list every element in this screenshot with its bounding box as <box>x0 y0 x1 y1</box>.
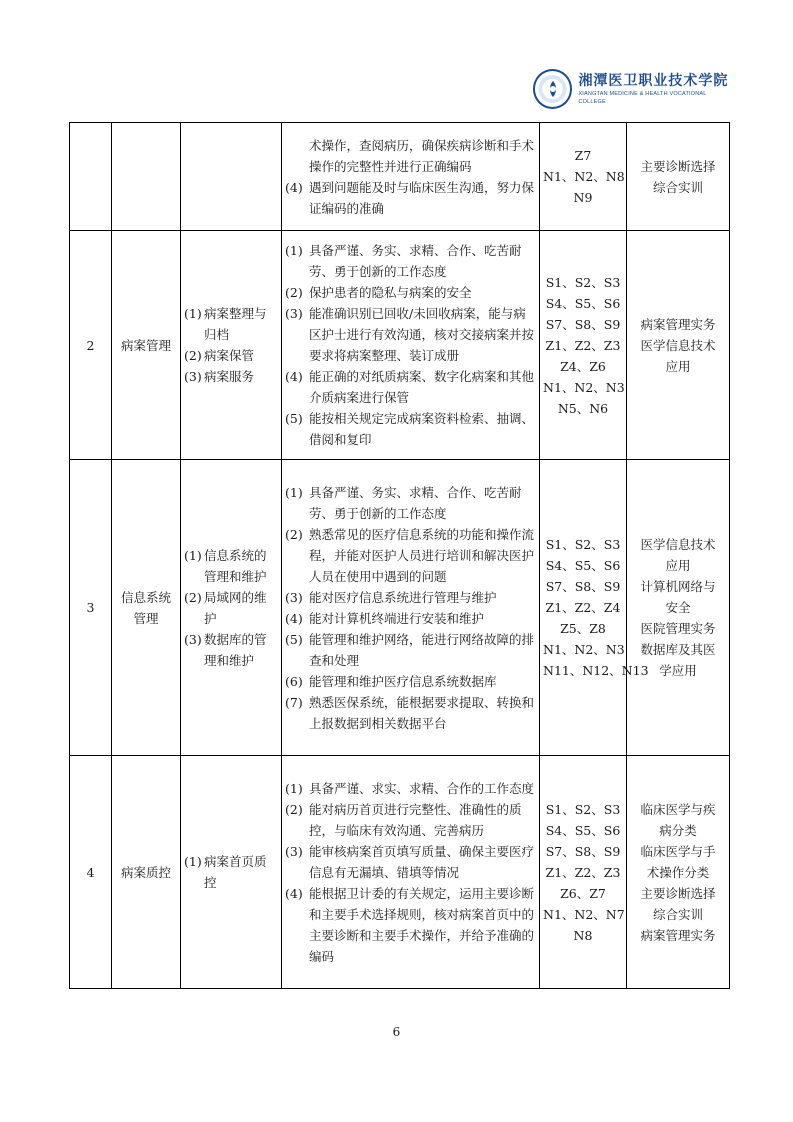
standard-codes <box>540 123 627 231</box>
ability-text: 能按相关规定完成病案资料检索、抽调、借阅和复印 <box>309 411 535 447</box>
standard-code-line: N9 <box>573 190 593 205</box>
related-courses <box>627 123 730 231</box>
ability-item <box>285 240 536 282</box>
ability-item <box>285 841 536 883</box>
ability-text: 具备严谨、务实、求精、合作、吃苦耐劳、勇于创新的工作态度 <box>309 484 522 521</box>
course-line: 应用 <box>665 358 691 374</box>
related-courses <box>627 756 730 989</box>
ability-text: 具备严谨、务实、求精、合作、吃苦耐劳、勇于创新的工作态度 <box>309 243 522 279</box>
course-line: 临床医学与手 <box>640 843 716 859</box>
related-courses <box>627 460 730 756</box>
standard-code-line: Z1、Z2、Z3 <box>545 864 621 880</box>
standard-code-line: S1、S2、S3 <box>545 801 621 817</box>
standard-code-line: Z6、Z7 <box>560 885 606 901</box>
ability-text: 能根据卫计委的有关规定，运用主要诊断和主要手术选择规则，核对病案首页中的主要诊断和主要手术操作，并给予准确的编码 <box>309 885 535 964</box>
ability-text: 熟悉医保系统，能根据要求提取、转换和上报数据到相关数据平台 <box>309 694 535 731</box>
standard-code-line: Z1、Z2、Z3 <box>545 337 621 353</box>
ability-item <box>285 282 536 303</box>
task-number: (2) <box>184 348 202 363</box>
work-area-name <box>112 123 181 231</box>
row-number: 3 <box>70 460 112 756</box>
course-line: 医学信息技术 <box>640 337 716 353</box>
task-number: (1) <box>184 854 202 869</box>
ability-text: 能对病历首页进行完整性、准确性的质控，与临床有效沟通、完善病历 <box>309 801 522 838</box>
ability-item <box>285 408 536 450</box>
ability-text: 遇到问题能及时与临床医生沟通，努力保证编码的准确 <box>309 179 535 216</box>
ability-number: (1) <box>285 484 303 500</box>
ability-list <box>282 756 540 989</box>
standard-code-line: Z1、Z2、Z4 <box>545 600 621 615</box>
ability-text: 能审核病案首页填写质量、确保主要医疗信息有无漏填、错填等情况 <box>309 843 535 880</box>
ability-item <box>285 587 536 608</box>
ability-number: (4) <box>285 885 303 901</box>
standard-code-line: N11、N12、N13 <box>543 663 649 678</box>
standard-code-line: Z7 <box>574 148 592 163</box>
standard-code-line: S4、S5、S6 <box>545 295 621 311</box>
ability-list <box>282 231 540 460</box>
course-line: 计算机网络与 <box>640 579 716 594</box>
standard-code-line: S1、S2、S3 <box>545 274 621 290</box>
task-number: (1) <box>184 547 202 563</box>
ability-text: 能正确的对纸质病案、数字化病案和其他介质病案进行保管 <box>309 369 535 405</box>
ability-list <box>282 460 540 756</box>
standard-codes <box>540 231 627 460</box>
college-logo <box>533 66 733 112</box>
standard-codes <box>540 460 649 756</box>
ability-text: 能管理和维护网络，能进行网络故障的排查和处理 <box>309 631 535 668</box>
ability-number: (5) <box>285 631 303 647</box>
standard-code-line: N5、N6 <box>557 400 609 416</box>
task-text: 病案首页质控 <box>204 854 267 890</box>
task-text: 病案保管 <box>204 348 255 363</box>
ability-item <box>285 608 536 629</box>
standard-code-line: S7、S8、S9 <box>545 843 621 859</box>
course-line: 病案管理实务 <box>640 316 716 332</box>
task-text: 病案服务 <box>204 369 255 384</box>
task-item <box>184 629 278 671</box>
work-area-name: 信息系统管理 <box>112 460 181 756</box>
ability-item <box>285 629 536 671</box>
ability-item <box>285 524 536 587</box>
ability-number: (4) <box>285 369 303 384</box>
course-line: 主要诊断选择 <box>640 885 716 901</box>
ability-number: (3) <box>285 589 303 605</box>
standard-code-line: N8 <box>573 927 593 943</box>
task-number: (3) <box>184 631 202 647</box>
task-item <box>184 366 278 387</box>
ability-text: 能管理和维护医疗信息系统数据库 <box>309 673 497 689</box>
standard-code-line: S7、S8、S9 <box>545 316 621 332</box>
ability-text: 术操作，查阅病历，确保疾病诊断和手术操作的完整性并进行正确编码 <box>309 137 535 174</box>
ability-item <box>285 671 536 692</box>
task-item <box>184 345 278 366</box>
task-text: 病案整理与归档 <box>204 306 267 342</box>
task-list <box>181 460 282 756</box>
task-number: (1) <box>184 306 202 321</box>
ability-number: (7) <box>285 694 303 710</box>
work-area-name: 病案质控 <box>112 756 181 989</box>
ability-text: 能准确识别已回收/未回收病案，能与病区护士进行有效沟通，核对交接病案并按要求将病案整理、装订成册 <box>309 306 535 363</box>
ability-item <box>285 692 536 734</box>
ability-text: 具备严谨、求实、求精、合作的工作态度 <box>309 780 535 796</box>
work-area-name: 病案管理 <box>112 231 181 460</box>
ability-number <box>285 135 309 177</box>
standard-code-line: Z4、Z6 <box>560 358 606 374</box>
task-text: 信息系统的管理和维护 <box>204 547 267 584</box>
ability-item <box>285 366 536 408</box>
ability-number: (3) <box>285 306 303 321</box>
ability-text: 熟悉常见的医疗信息系统的功能和操作流程，并能对医护人员进行培训和解决医护人员在使用中遇到的问题 <box>309 526 535 584</box>
course-line: 学应用 <box>659 663 697 678</box>
logo-chinese-name: 湘潭医卫职业技术学院 <box>578 73 729 89</box>
table-row <box>70 123 730 231</box>
standard-code-line: N1、N2、N7 <box>543 906 625 922</box>
college-seal-icon <box>533 69 572 109</box>
row-number <box>70 123 112 231</box>
ability-number: (4) <box>285 610 303 626</box>
ability-item <box>285 177 536 219</box>
task-number: (3) <box>184 369 202 384</box>
standard-code-line: S4、S5、S6 <box>545 822 621 838</box>
ability-number: (4) <box>285 179 303 195</box>
course-line: 应用 <box>665 558 691 573</box>
ability-number: (2) <box>285 526 303 542</box>
ability-text: 能对计算机终端进行安装和维护 <box>309 610 485 626</box>
task-item <box>184 851 278 893</box>
ability-item <box>285 482 536 524</box>
task-list <box>181 231 282 460</box>
course-line: 综合实训 <box>652 179 703 195</box>
task-text: 局域网的维护 <box>204 589 267 626</box>
logo-english-name: XIANGTAN MEDICINE & HEALTH VOCATIONAL COLLEGE <box>578 91 707 105</box>
standard-code-line: N1、N2、N3 <box>543 379 625 395</box>
table-row <box>70 460 730 756</box>
ability-number: (2) <box>285 285 303 300</box>
ability-item <box>285 135 536 177</box>
standard-code-line: S4、S5、S6 <box>545 558 621 573</box>
ability-item <box>285 778 536 799</box>
related-courses <box>627 231 730 460</box>
ability-item <box>285 303 536 366</box>
course-line: 数据库及其医 <box>640 642 716 657</box>
task-list <box>181 756 282 989</box>
ability-number: (5) <box>285 411 303 426</box>
course-line: 综合实训 <box>652 906 703 922</box>
course-line: 病分类 <box>659 822 697 838</box>
standard-code-line: Z5、Z8 <box>560 621 606 636</box>
course-line: 病案管理实务 <box>640 927 716 943</box>
standard-code-line: S7、S8、S9 <box>545 579 621 594</box>
course-line: 主要诊断选择 <box>640 158 716 174</box>
standard-code-line: N1、N2、N3 <box>543 642 625 657</box>
ability-text: 能对医疗信息系统进行管理与维护 <box>309 589 497 605</box>
task-item <box>184 587 278 629</box>
course-line: 医院管理实务 <box>640 621 716 636</box>
ability-number: (3) <box>285 843 303 859</box>
course-line: 医学信息技术 <box>640 537 716 552</box>
ability-text: 保护患者的隐私与病案的安全 <box>309 285 472 300</box>
course-line: 术操作分类 <box>646 864 710 880</box>
ability-list <box>282 123 540 231</box>
ability-item <box>285 799 536 841</box>
task-list <box>181 123 282 231</box>
table-row <box>70 231 730 460</box>
task-item <box>184 545 278 587</box>
course-line: 临床医学与疾 <box>640 801 716 817</box>
table-row <box>70 756 730 989</box>
ability-item <box>285 883 536 967</box>
ability-number: (2) <box>285 801 303 817</box>
task-number: (2) <box>184 589 202 605</box>
row-number: 2 <box>70 231 112 460</box>
ability-number: (6) <box>285 673 303 689</box>
ability-number: (1) <box>285 243 303 258</box>
ability-number: (1) <box>285 780 303 796</box>
row-number: 4 <box>70 756 112 989</box>
curriculum-table <box>69 122 730 989</box>
page-number: 6 <box>392 1025 401 1039</box>
task-text: 数据库的管理和维护 <box>204 631 267 668</box>
standard-code-line: N1、N2、N8 <box>543 169 625 184</box>
standard-codes <box>540 756 627 989</box>
standard-code-line: S1、S2、S3 <box>545 537 621 552</box>
task-item <box>184 303 278 345</box>
course-line: 安全 <box>665 600 691 615</box>
